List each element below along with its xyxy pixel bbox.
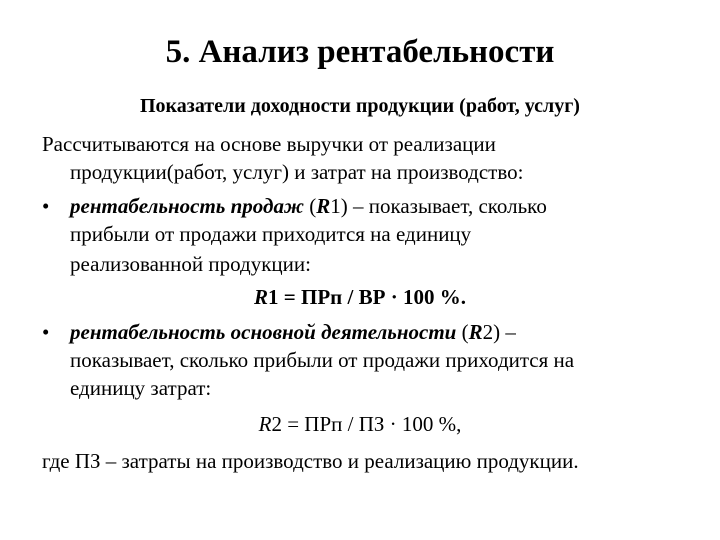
bullet-1-line-3: реализованной продукции: [70, 252, 311, 276]
bullet-2-code-num: 2 [482, 320, 494, 344]
bullet-1-line-2: прибыли от продажи приходится на единицу [70, 222, 472, 246]
formula-1-rest: 1 = ПРп / ВР · 100 %. [268, 285, 466, 309]
bullet-1-term: рентабельность продаж [70, 194, 304, 218]
bullet-1-paren-open: ( [303, 194, 317, 218]
formula-1-var: R [254, 285, 269, 309]
bullet-1-paren-close: ) [340, 194, 348, 218]
bullet-2-code-var: R [468, 320, 483, 344]
bullet-1-code-num: 1 [330, 194, 341, 218]
bullet-2-paren-close: ) [493, 320, 501, 344]
footer-note: где ПЗ – затраты на производство и реализацию продукции. [42, 449, 579, 473]
bullet-2-term: рентабельность основной деятельности [70, 320, 457, 344]
bullet-1-code-var: R [316, 194, 331, 218]
bullet-2-line-3: единицу затрат: [70, 376, 212, 400]
formula-2 [0, 410, 720, 438]
bullet-2-rest: – [500, 320, 516, 344]
bullet-1-line-1 [70, 192, 547, 220]
bullet-2-line-1 [70, 318, 516, 346]
intro-line-2: продукции(работ, услуг) и затрат на производство: [70, 160, 524, 184]
formula-1 [0, 283, 720, 311]
intro-line-1: Рассчитываются на основе выручки от реализации [42, 132, 496, 156]
bullet-1-marker: • [42, 194, 50, 218]
bullet-1-rest: – показывает, сколько [347, 194, 547, 218]
slide-title: 5. Анализ рентабельности [165, 34, 555, 70]
formula-2-var: R [258, 412, 272, 436]
formula-2-rest: 2 = ПРп / ПЗ · 100 %, [271, 412, 462, 436]
slide-subtitle: Показатели доходности продукции (работ, услуг) [140, 95, 580, 117]
bullet-2-line-2: показывает, сколько прибыли от продажи приходится на [70, 348, 575, 372]
bullet-2-paren-open: ( [456, 320, 469, 344]
bullet-2-marker: • [42, 320, 50, 344]
